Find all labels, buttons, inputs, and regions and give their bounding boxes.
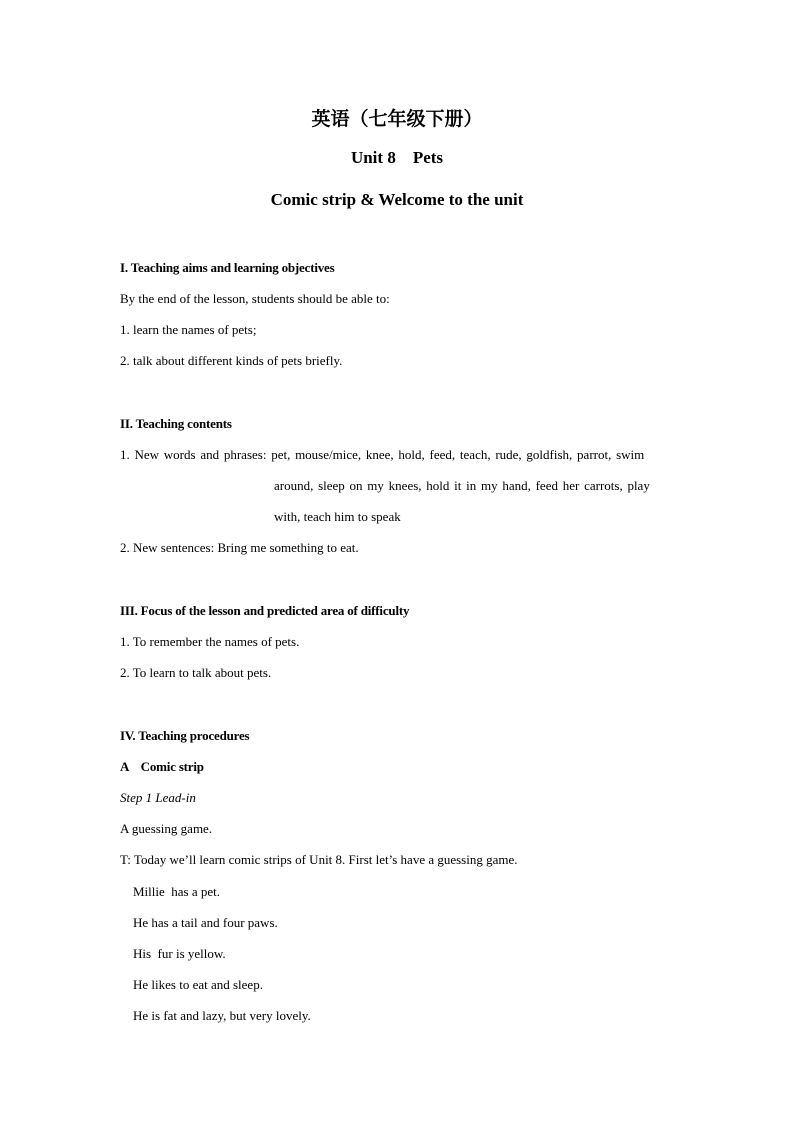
section-heading-procedures: IV. Teaching procedures — [120, 728, 250, 743]
activity-description: A guessing game. — [120, 821, 213, 836]
clue-line: Millie has a pet. — [133, 884, 221, 899]
aims-item: 2. talk about different kinds of pets briefly. — [120, 353, 343, 368]
step-heading: Step 1 Lead-in — [120, 790, 196, 805]
aims-intro: By the end of the lesson, students should be able to: — [120, 291, 390, 306]
lesson-title: Comic strip & Welcome to the unit — [270, 190, 524, 209]
section-heading-aims: I. Teaching aims and learning objectives — [120, 260, 335, 275]
section-heading-contents: II. Teaching contents — [120, 416, 232, 431]
clue-line: His fur is yellow. — [133, 946, 226, 961]
clue-line: He is fat and lazy, but very lovely. — [133, 1008, 311, 1023]
focus-item: 2. To learn to talk about pets. — [120, 665, 272, 680]
new-words-line: 1. New words and phrases: pet, mouse/mice, knee, hold, feed, teach, rude, goldfish, parrot, swim — [120, 447, 645, 462]
new-words-line: with, teach him to speak — [274, 509, 401, 524]
focus-item: 1. To remember the names of pets. — [120, 634, 300, 649]
clue-line: He likes to eat and sleep. — [133, 977, 263, 992]
aims-item: 1. learn the names of pets; — [120, 322, 257, 337]
teacher-line: T: Today we’ll learn comic strips of Unit 8. First let’s have a guessing game. — [120, 852, 518, 867]
new-words-line: around, sleep on my knees, hold it in my hand, feed her carrots, play — [274, 478, 650, 493]
document-title: 英语（七年级下册） — [311, 109, 483, 130]
section-heading-focus: III. Focus of the lesson and predicted area of difficulty — [120, 603, 410, 618]
part-a-heading: A Comic strip — [120, 759, 204, 774]
new-sentences: 2. New sentences: Bring me something to eat. — [120, 540, 359, 555]
unit-title: Unit 8 Pets — [350, 148, 444, 167]
clue-line: He has a tail and four paws. — [133, 915, 278, 930]
